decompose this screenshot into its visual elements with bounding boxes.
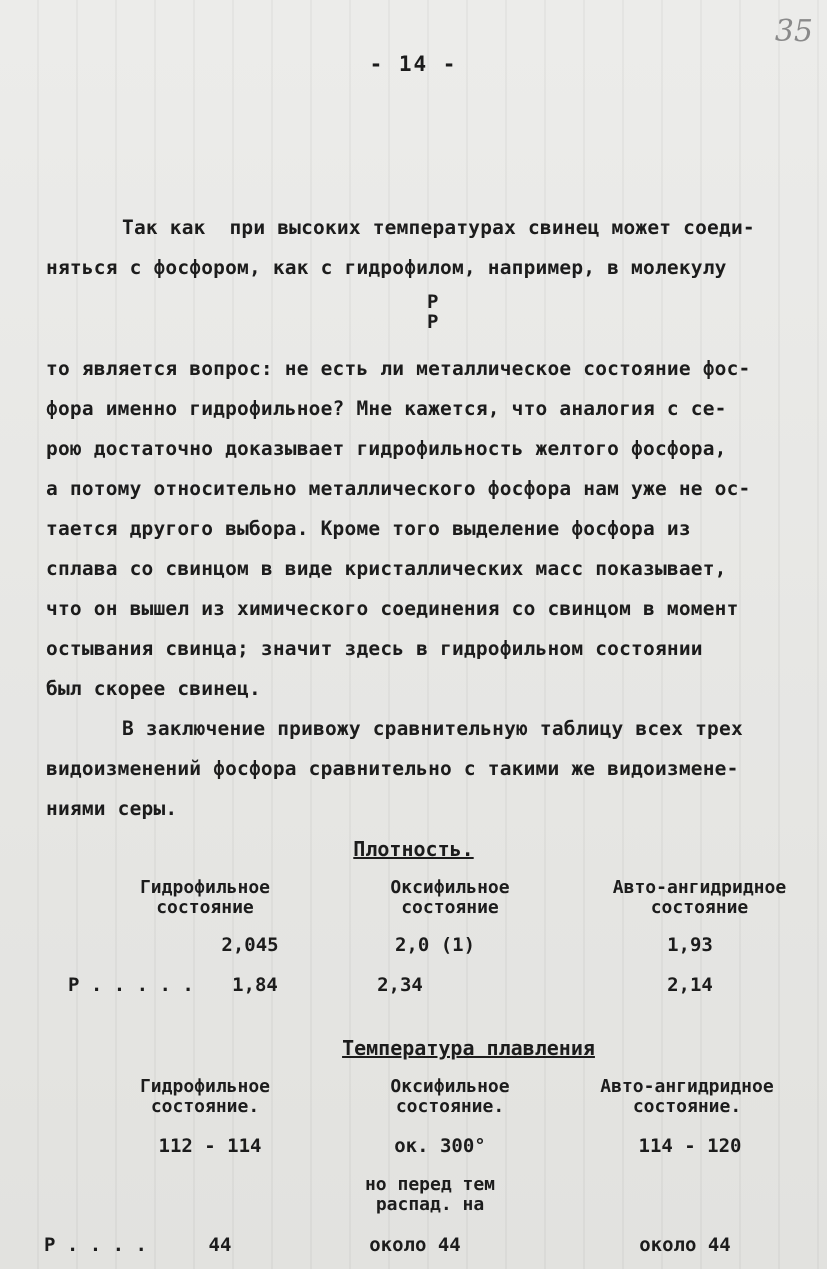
density-table-title: Плотность.	[353, 837, 474, 861]
paragraph-line: няться с фосфором, как с гидрофилом, например, в молекулу	[46, 256, 727, 279]
density-cell: 2,0 (1)	[394, 934, 476, 956]
density-cell: 2,14	[667, 974, 713, 996]
paragraph-line: был скорее свинец.	[46, 677, 261, 700]
pencil-page-mark: 35	[774, 14, 813, 49]
density-header-hydrophilic: Гидрофильное состояние	[139, 877, 271, 918]
density-row-label: P . . . . .	[68, 974, 194, 996]
paragraph-line: видоизменений фосфора сравнительно с такими же видоизмене-	[46, 757, 739, 780]
melting-header-autoanhydride: Авто-ангидридное состояние.	[600, 1076, 774, 1117]
chemical-formula	[427, 292, 438, 332]
paragraph-line: то является вопрос: не есть ли металлическое состояние фос-	[46, 357, 751, 380]
paragraph-line: тается другого выбора. Кроме того выделение фосфора из	[46, 517, 691, 540]
melting-cell: около 44	[639, 1234, 731, 1256]
melting-note: но перед тем распад. на	[364, 1174, 496, 1215]
melting-table-title: Температура плавления	[342, 1036, 595, 1060]
formula-atom: P	[427, 291, 439, 313]
paragraph-line: фора именно гидрофильное? Мне кажется, что аналогия с се-	[46, 397, 727, 420]
melting-cell: 112 - 114	[158, 1135, 262, 1157]
paragraph-line: остывания свинца; значит здесь в гидрофильном состоянии	[46, 637, 703, 660]
density-cell: 1,84	[232, 974, 278, 996]
density-header-oxyphilic: Оксифильное состояние	[390, 877, 510, 918]
paragraph-line: В заключение привожу сравнительную таблицу всех трех	[122, 717, 743, 740]
melting-cell: 44	[208, 1234, 232, 1256]
melting-row-label: P . . . .	[44, 1234, 147, 1256]
melting-cell: ок. 300°	[394, 1135, 486, 1157]
melting-cell: около 44	[369, 1234, 461, 1256]
melting-header-hydrophilic: Гидрофильное состояние.	[139, 1076, 271, 1117]
density-cell: 2,045	[221, 934, 279, 956]
paragraph-line: рою достаточно доказывает гидрофильность желтого фосфора,	[46, 437, 727, 460]
density-cell: 2,34	[377, 974, 423, 996]
density-cell: 1,93	[667, 934, 713, 956]
formula-atom: P	[427, 311, 439, 333]
melting-header-oxyphilic: Оксифильное состояние.	[390, 1076, 510, 1117]
melting-cell: 114 - 120	[638, 1135, 742, 1157]
paragraph-line: что он вышел из химического соединения со свинцом в момент	[46, 597, 739, 620]
paragraph-line: а потому относительно металлического фосфора нам уже не ос-	[46, 477, 751, 500]
page-number: - 14 -	[369, 52, 458, 76]
paragraph-line: сплава со свинцом в виде кристаллических масс показывает,	[46, 557, 727, 580]
paragraph-line: ниями серы.	[46, 797, 178, 820]
density-header-autoanhydride: Авто-ангидридное состояние	[612, 877, 787, 918]
paragraph-line: Так как при высоких температурах свинец может соеди-	[122, 216, 755, 239]
